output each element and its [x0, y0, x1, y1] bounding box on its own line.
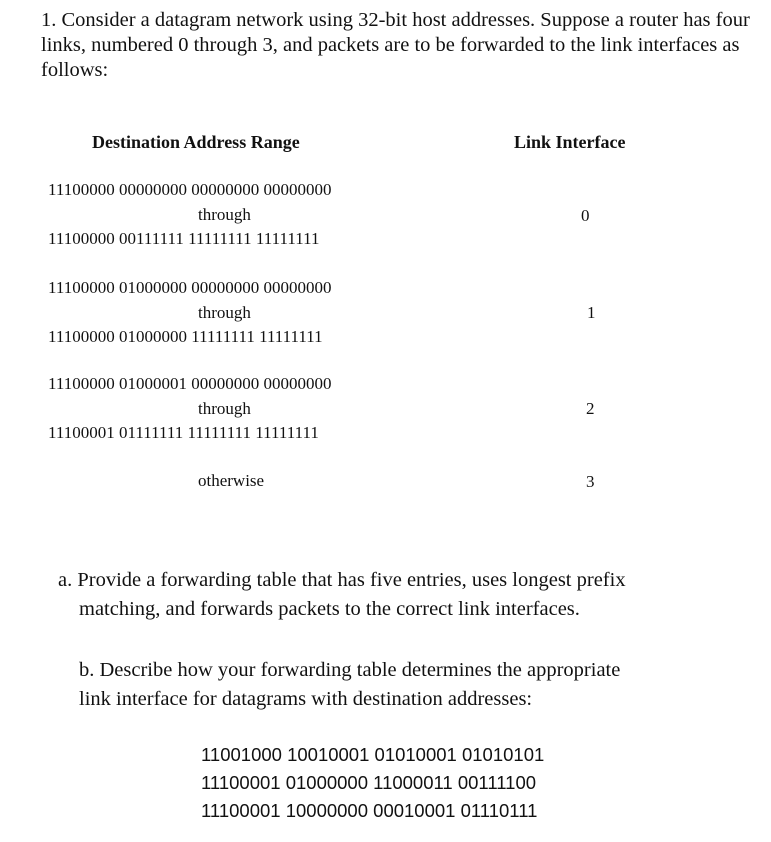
- problem-intro: 1. Consider a datagram network using 32-bit host addresses. Suppose a router has four links, numbered 0 through 3, and packets are to be forwarded to the link interfaces as follows:: [41, 9, 750, 81]
- range-through-label: through: [198, 302, 251, 322]
- otherwise-label: otherwise: [198, 471, 265, 490]
- column-header-link-interface: Link Interface: [514, 132, 626, 152]
- address-range-row: [48, 276, 408, 350]
- range-end-address: 11100000 00111111 11111111 11111111: [48, 229, 320, 248]
- range-start-address: 11100000 01000000 00000000 00000000: [48, 278, 332, 297]
- link-interface-value: 0: [581, 206, 590, 225]
- range-start-address: 11100000 01000001 00000000 00000000: [48, 374, 332, 393]
- address-range-row: [48, 178, 408, 252]
- question-a: [58, 566, 698, 624]
- destination-address-list: [201, 741, 544, 825]
- range-end-address: 11100000 01000000 11111111 11111111: [48, 327, 323, 346]
- range-through-label: through: [198, 398, 251, 418]
- question-b-line-2: link interface for datagrams with destination addresses:: [79, 688, 533, 710]
- question-b: [58, 656, 698, 714]
- range-start-address: 11100000 00000000 00000000 00000000: [48, 180, 332, 199]
- destination-address: 11100001 01000000 11000011 00111100: [201, 772, 537, 793]
- range-through-label: through: [198, 204, 251, 224]
- question-a-line-2: matching, and forwards packets to the correct link interfaces.: [79, 598, 580, 620]
- question-b-line-1: b. Describe how your forwarding table determines the appropriate: [79, 659, 621, 681]
- destination-address: 11100001 10000000 00010001 01110111: [201, 800, 538, 821]
- link-interface-value: 3: [586, 472, 595, 491]
- column-header-destination-range: Destination Address Range: [92, 132, 300, 152]
- link-interface-value: 2: [586, 399, 595, 418]
- link-interface-value: 1: [587, 303, 596, 322]
- address-range-row: [48, 372, 408, 446]
- question-a-line-1: a. Provide a forwarding table that has five entries, uses longest prefix: [58, 569, 626, 591]
- destination-address: 11001000 10010001 01010001 01010101: [201, 744, 545, 765]
- range-end-address: 11100001 01111111 11111111 11111111: [48, 423, 319, 442]
